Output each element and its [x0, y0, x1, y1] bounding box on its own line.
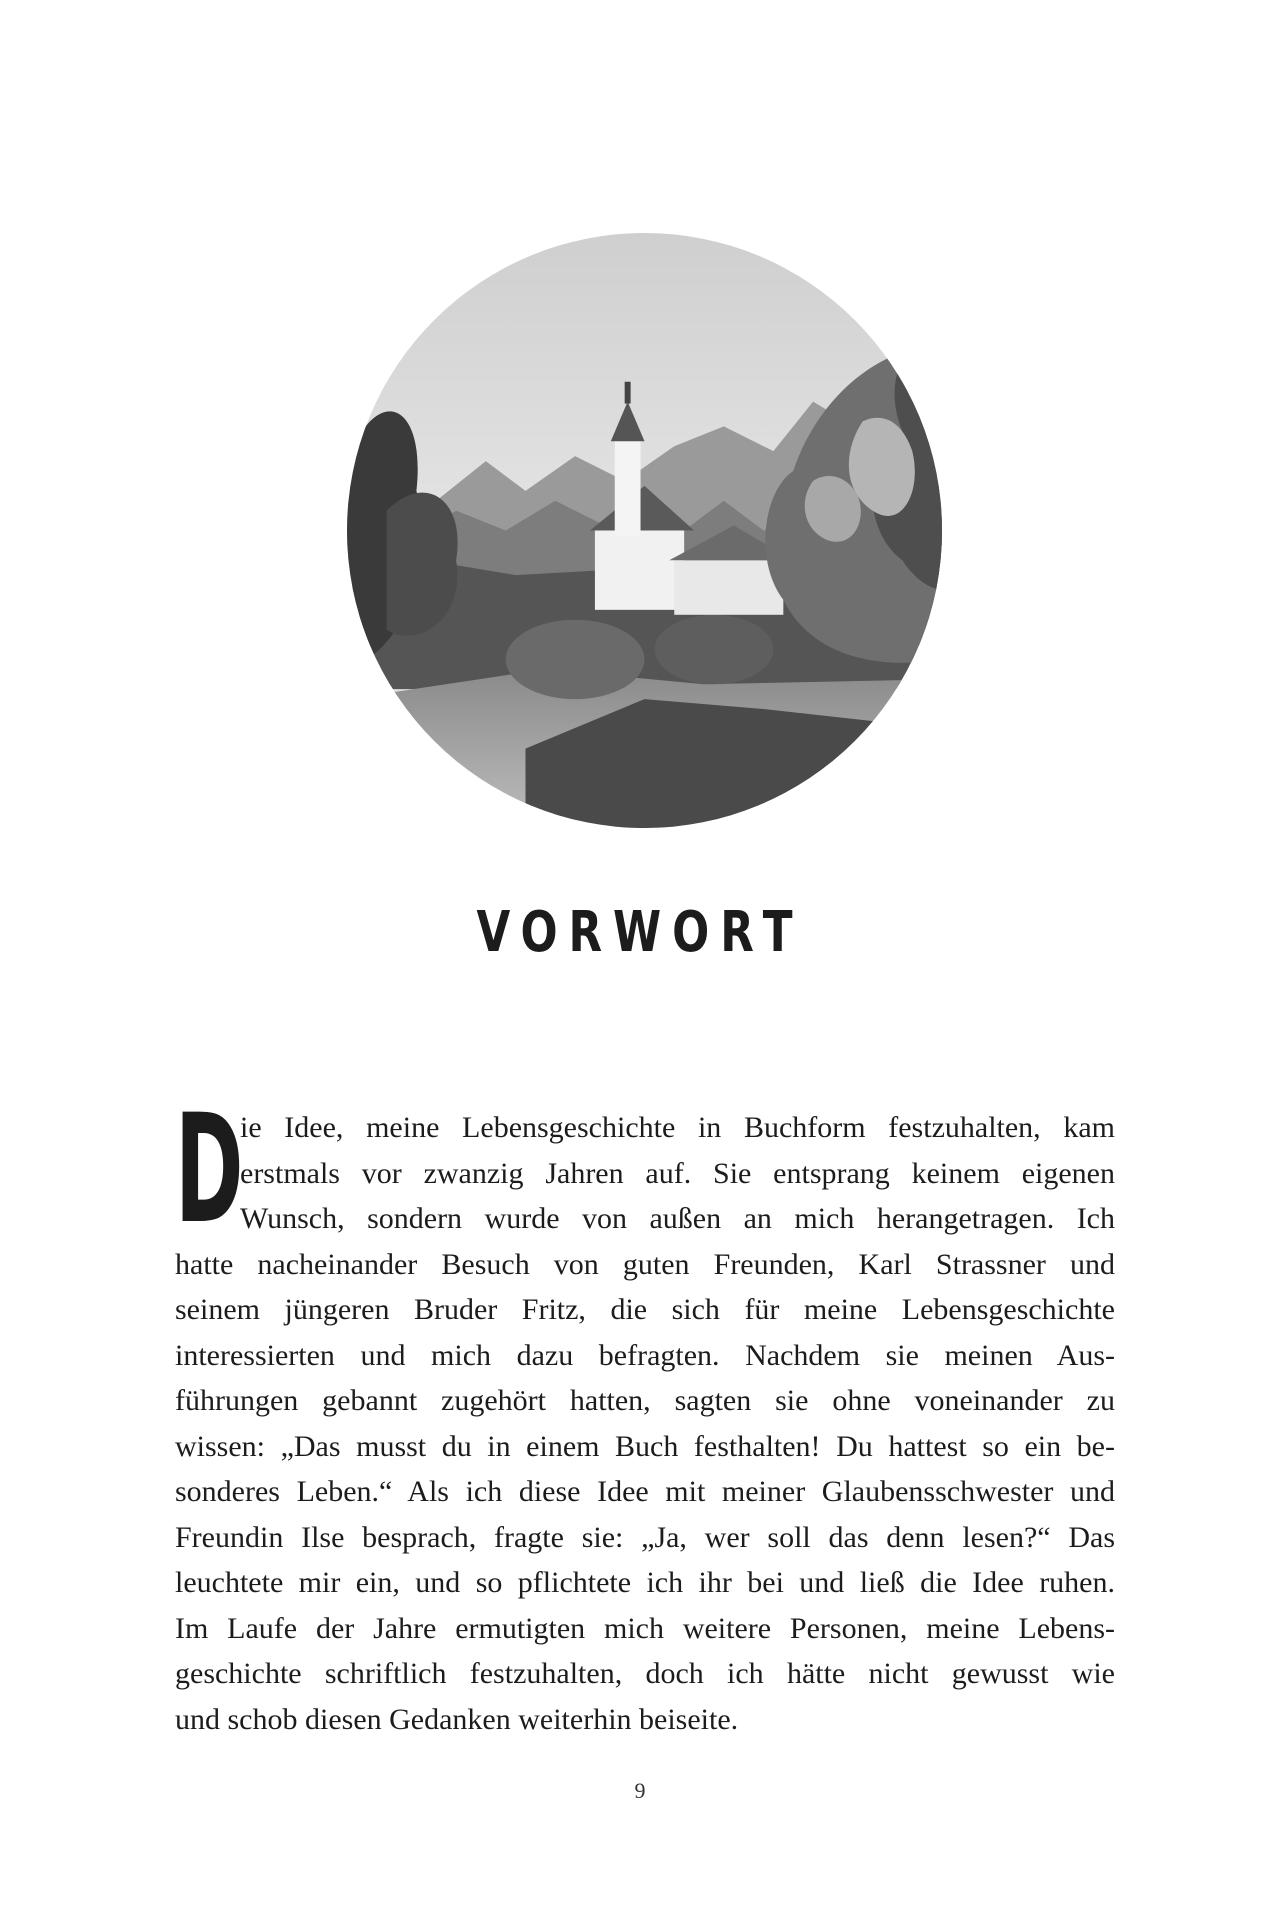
text-line: Wunsch, sondern wurde von außen an mich herangetragen. Ich	[240, 1202, 1115, 1235]
text-line: leuchtete mir ein, und so pflichtete ich ihr bei und ließ die Idee ruhen.	[175, 1566, 1115, 1599]
text-line: interessierten und mich dazu befragten. Nachdem sie meinen Aus-	[175, 1338, 1115, 1372]
body-paragraph	[175, 1083, 1115, 1742]
text-line: sonderes Leben.“ Als ich diese Idee mit meiner Glaubensschwester und	[175, 1475, 1115, 1508]
page-number: 9	[634, 1778, 646, 1803]
text-line: erstmals vor zwanzig Jahren auf. Sie entsprang keinem eigenen	[240, 1156, 1115, 1190]
text-line: Im Laufe der Jahre ermutigten mich weitere Personen, meine Lebens-	[175, 1611, 1115, 1645]
text-line: Freundin Ilse besprach, fragte sie: „Ja, wer soll das denn lesen?“ Das	[175, 1520, 1115, 1554]
text-line: wissen: „Das musst du in einem Buch festhalten! Du hattest so ein be-	[175, 1429, 1115, 1463]
text-line: seinem jüngeren Bruder Fritz, die sich für meine Lebensgeschichte	[175, 1293, 1115, 1326]
text-line: hatte nacheinander Besuch von guten Freunden, Karl Strassner und	[175, 1247, 1115, 1281]
text-line: führungen gebannt zugehört hatten, sagten sie ohne voneinander zu	[175, 1384, 1115, 1417]
text-line: ie Idee, meine Lebensgeschichte in Buchform festzuhalten, kam	[240, 1111, 1115, 1144]
chapter-title: VORWORT	[476, 900, 804, 965]
text-line: geschichte schriftlich festzuhalten, doch ich hätte nicht gewusst wie	[175, 1657, 1115, 1690]
drop-cap-letter: D	[175, 1083, 244, 1257]
text-line: und schob diesen Gedanken weiterhin beiseite.	[175, 1702, 739, 1736]
chapter-photo-church-landscape	[347, 233, 942, 828]
